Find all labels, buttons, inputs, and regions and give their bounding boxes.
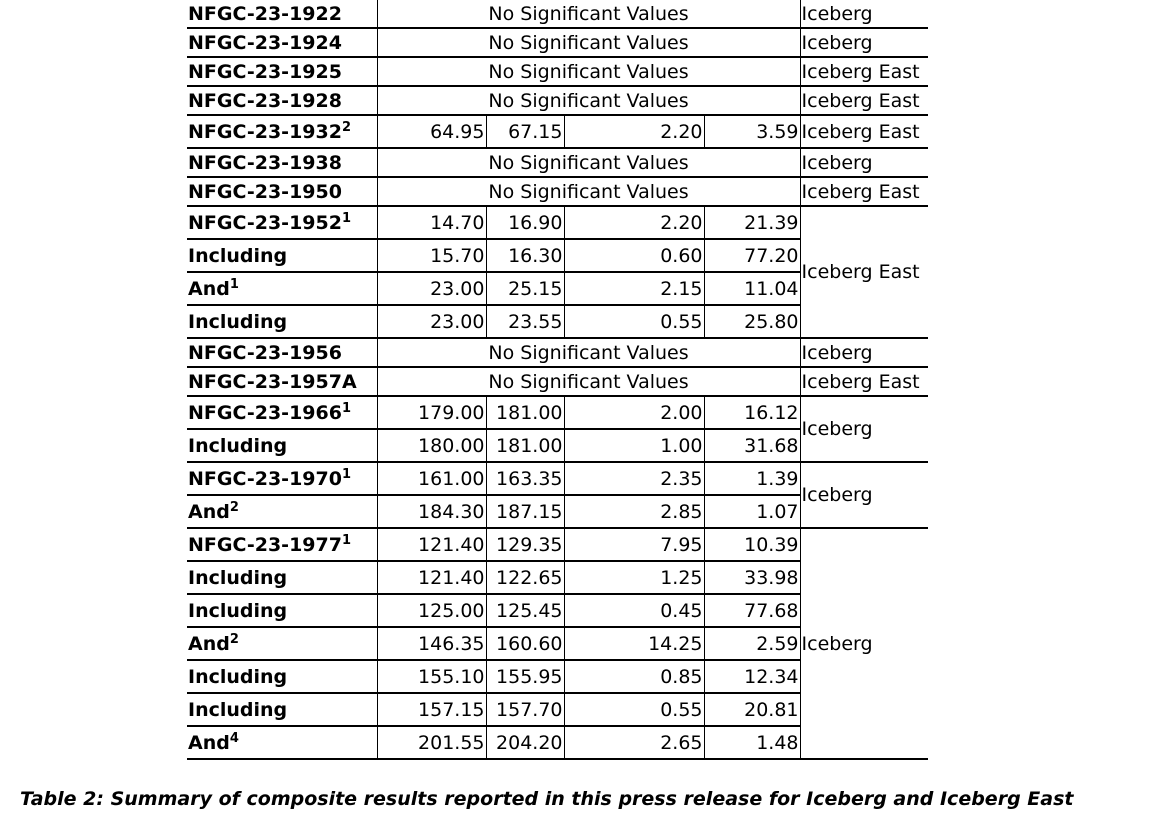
from-cell: 184.30 (377, 495, 486, 528)
to-cell: 23.55 (486, 305, 564, 338)
to-cell: 157.70 (486, 693, 564, 726)
grade-cell: 33.98 (704, 561, 800, 594)
grade-cell: 31.68 (704, 429, 800, 462)
to-cell: 163.35 (486, 462, 564, 495)
interval-cell: 0.45 (564, 594, 704, 627)
hole-id-cell (187, 86, 377, 115)
to-cell: 125.45 (486, 594, 564, 627)
table-row (187, 177, 928, 206)
from-cell: 179.00 (377, 396, 486, 429)
footnote-marker: 1 (229, 276, 239, 292)
target-cell: Iceberg (800, 528, 928, 759)
to-cell: 67.15 (486, 115, 564, 148)
no-significant-values-cell: No Significant Values (377, 0, 800, 28)
hole-id: NFGC-23-1925 (188, 60, 342, 83)
from-cell: 121.40 (377, 561, 486, 594)
hole-id-cell (187, 627, 377, 660)
hole-id: NFGC-23-1952 (188, 211, 342, 234)
hole-id-cell (187, 177, 377, 206)
to-cell: 155.95 (486, 660, 564, 693)
to-cell: 204.20 (486, 726, 564, 759)
footnote-marker: 4 (229, 730, 239, 746)
hole-id-cell (187, 462, 377, 495)
grade-cell: 12.34 (704, 660, 800, 693)
target-cell: Iceberg East (800, 206, 928, 338)
table-row (187, 528, 928, 561)
hole-id-cell (187, 367, 377, 396)
grade-cell: 1.07 (704, 495, 800, 528)
grade-cell: 16.12 (704, 396, 800, 429)
to-cell: 181.00 (486, 396, 564, 429)
grade-cell: 20.81 (704, 693, 800, 726)
table-row (187, 367, 928, 396)
interval-cell: 2.85 (564, 495, 704, 528)
interval-cell: 7.95 (564, 528, 704, 561)
from-cell: 125.00 (377, 594, 486, 627)
hole-id-cell (187, 0, 377, 28)
from-cell: 23.00 (377, 272, 486, 305)
footnote-marker: 1 (341, 466, 351, 482)
from-cell: 161.00 (377, 462, 486, 495)
interval-cell: 0.85 (564, 660, 704, 693)
interval-cell: 2.35 (564, 462, 704, 495)
table-row (187, 462, 928, 495)
hole-id: Including (188, 665, 288, 688)
table-row (187, 28, 928, 57)
hole-id: And (188, 731, 230, 754)
table-row (187, 0, 928, 28)
table-caption: Table 2: Summary of composite results reported in this press release for Iceberg and Iceberg East (20, 788, 1074, 810)
to-cell: 16.30 (486, 239, 564, 272)
target-cell: Iceberg East (800, 115, 928, 148)
no-significant-values-cell: No Significant Values (377, 148, 800, 177)
hole-id: And (188, 632, 230, 655)
no-significant-values-cell: No Significant Values (377, 338, 800, 367)
interval-cell: 2.20 (564, 115, 704, 148)
grade-cell: 1.39 (704, 462, 800, 495)
to-cell: 25.15 (486, 272, 564, 305)
to-cell: 160.60 (486, 627, 564, 660)
hole-id: Including (188, 434, 288, 457)
from-cell: 146.35 (377, 627, 486, 660)
no-significant-values-cell: No Significant Values (377, 177, 800, 206)
from-cell: 155.10 (377, 660, 486, 693)
interval-cell: 2.20 (564, 206, 704, 239)
to-cell: 129.35 (486, 528, 564, 561)
composite-results-table (187, 0, 928, 760)
hole-id-cell (187, 57, 377, 86)
no-significant-values-cell: No Significant Values (377, 28, 800, 57)
from-cell: 121.40 (377, 528, 486, 561)
hole-id-cell (187, 148, 377, 177)
hole-id: NFGC-23-1928 (188, 89, 342, 112)
interval-cell: 0.55 (564, 305, 704, 338)
hole-id: And (188, 500, 230, 523)
hole-id: NFGC-23-1966 (188, 401, 342, 424)
target-cell: Iceberg (800, 28, 928, 57)
target-cell: Iceberg (800, 0, 928, 28)
interval-cell: 2.00 (564, 396, 704, 429)
grade-cell: 77.68 (704, 594, 800, 627)
no-significant-values-cell: No Significant Values (377, 86, 800, 115)
hole-id-cell (187, 495, 377, 528)
hole-id: Including (188, 698, 288, 721)
hole-id: NFGC-23-1922 (188, 2, 342, 25)
hole-id-cell (187, 693, 377, 726)
interval-cell: 2.15 (564, 272, 704, 305)
grade-cell: 1.48 (704, 726, 800, 759)
hole-id-cell (187, 305, 377, 338)
target-cell: Iceberg East (800, 177, 928, 206)
to-cell: 181.00 (486, 429, 564, 462)
hole-id-cell (187, 28, 377, 57)
no-significant-values-cell: No Significant Values (377, 367, 800, 396)
hole-id-cell (187, 239, 377, 272)
target-cell: Iceberg (800, 396, 928, 462)
footnote-marker: 1 (341, 210, 351, 226)
grade-cell: 77.20 (704, 239, 800, 272)
grade-cell: 21.39 (704, 206, 800, 239)
table-row (187, 57, 928, 86)
hole-id: Including (188, 244, 288, 267)
grade-cell: 25.80 (704, 305, 800, 338)
interval-cell: 14.25 (564, 627, 704, 660)
results-table-body (187, 0, 928, 759)
target-cell: Iceberg East (800, 57, 928, 86)
footnote-marker: 1 (341, 532, 351, 548)
hole-id: Including (188, 599, 288, 622)
table-row (187, 86, 928, 115)
to-cell: 122.65 (486, 561, 564, 594)
hole-id-cell (187, 338, 377, 367)
from-cell: 23.00 (377, 305, 486, 338)
hole-id-cell (187, 429, 377, 462)
interval-cell: 0.55 (564, 693, 704, 726)
hole-id-cell (187, 396, 377, 429)
from-cell: 157.15 (377, 693, 486, 726)
hole-id-cell (187, 115, 377, 148)
from-cell: 15.70 (377, 239, 486, 272)
interval-cell: 0.60 (564, 239, 704, 272)
target-cell: Iceberg East (800, 86, 928, 115)
from-cell: 180.00 (377, 429, 486, 462)
from-cell: 64.95 (377, 115, 486, 148)
interval-cell: 2.65 (564, 726, 704, 759)
hole-id: NFGC-23-1950 (188, 180, 342, 203)
hole-id-cell (187, 272, 377, 305)
hole-id: And (188, 277, 230, 300)
footnote-marker: 1 (341, 400, 351, 416)
hole-id: NFGC-23-1957A (188, 370, 357, 393)
interval-cell: 1.00 (564, 429, 704, 462)
from-cell: 14.70 (377, 206, 486, 239)
target-cell: Iceberg (800, 148, 928, 177)
hole-id: NFGC-23-1938 (188, 151, 342, 174)
no-significant-values-cell: No Significant Values (377, 57, 800, 86)
hole-id-cell (187, 594, 377, 627)
hole-id-cell (187, 206, 377, 239)
footnote-marker: 2 (341, 119, 351, 135)
table-row (187, 148, 928, 177)
target-cell: Iceberg (800, 462, 928, 528)
table-row (187, 396, 928, 429)
target-cell: Iceberg East (800, 367, 928, 396)
target-cell: Iceberg (800, 338, 928, 367)
hole-id: Including (188, 310, 288, 333)
hole-id-cell (187, 528, 377, 561)
hole-id-cell (187, 660, 377, 693)
grade-cell: 10.39 (704, 528, 800, 561)
hole-id: NFGC-23-1932 (188, 120, 342, 143)
from-cell: 201.55 (377, 726, 486, 759)
to-cell: 16.90 (486, 206, 564, 239)
grade-cell: 3.59 (704, 115, 800, 148)
hole-id: NFGC-23-1977 (188, 533, 342, 556)
table-row (187, 338, 928, 367)
table-row (187, 206, 928, 239)
hole-id: NFGC-23-1970 (188, 467, 342, 490)
table-row (187, 115, 928, 148)
grade-cell: 2.59 (704, 627, 800, 660)
hole-id: NFGC-23-1924 (188, 31, 342, 54)
to-cell: 187.15 (486, 495, 564, 528)
interval-cell: 1.25 (564, 561, 704, 594)
grade-cell: 11.04 (704, 272, 800, 305)
hole-id: Including (188, 566, 288, 589)
footnote-marker: 2 (229, 499, 239, 515)
footnote-marker: 2 (229, 631, 239, 647)
hole-id-cell (187, 726, 377, 759)
hole-id-cell (187, 561, 377, 594)
hole-id: NFGC-23-1956 (188, 341, 342, 364)
